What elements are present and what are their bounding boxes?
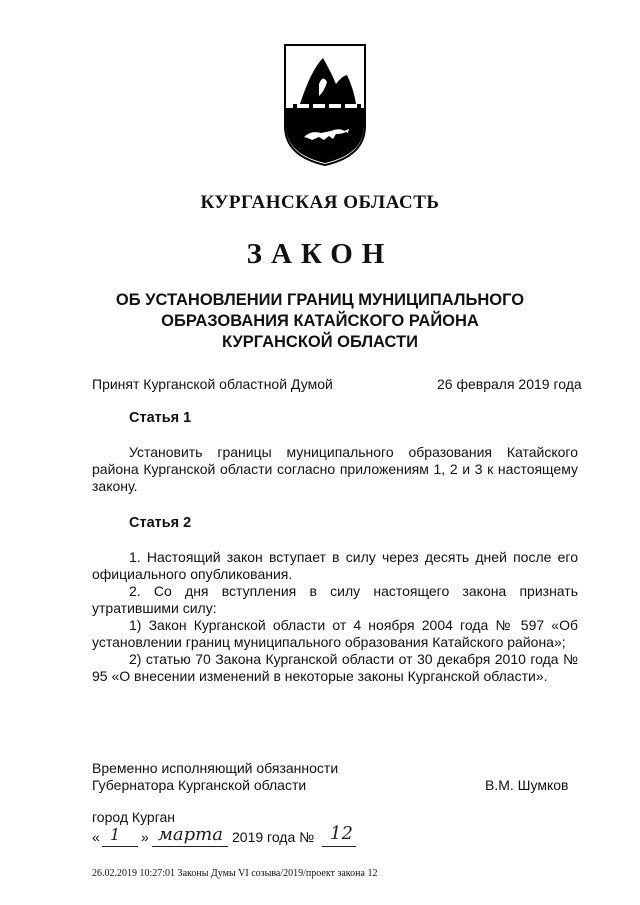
adopted-by: Принят Курганской областной Думой xyxy=(92,376,333,392)
law-title-line: КУРГАНСКОЙ ОБЛАСТИ xyxy=(222,333,418,351)
coat-of-arms-emblem xyxy=(284,44,366,166)
city-name: город Курган xyxy=(92,809,176,825)
article-2-heading: Статья 2 xyxy=(129,515,192,531)
article-2-body xyxy=(92,549,578,685)
article-2-paragraph: 2. Со дня вступления в силу настоящего закона признать утратившими силу: xyxy=(92,583,578,616)
article-1-heading: Статья 1 xyxy=(129,410,192,426)
article-1-text: Установить границы муниципального образования Катайского района Курганской области согласно приложениям 1, 2 и 3 к настоящему закону. xyxy=(92,444,578,494)
article-2-paragraph: 1. Настоящий закон вступает в силу через десять дней после его официального опубликования. xyxy=(92,549,578,582)
day-underline xyxy=(102,846,138,847)
article-2-paragraph: 1) Закон Курганской области от 4 ноября 2004 года № 597 «Об установлении границ муниципального образования Катайского района»; xyxy=(92,617,578,650)
law-title xyxy=(80,290,560,353)
month-underline xyxy=(152,846,228,847)
year-and-number-label: 2019 года № xyxy=(232,829,315,845)
open-quote: « xyxy=(92,829,100,845)
document-type: ЗАКОН xyxy=(246,238,394,270)
law-title-line: ОБ УСТАНОВЛЕНИИ ГРАНИЦ МУНИЦИПАЛЬНОГО xyxy=(115,291,525,309)
signatory-position xyxy=(92,760,338,794)
close-quote: » xyxy=(141,829,149,845)
adoption-date: 26 февраля 2019 года xyxy=(437,376,582,392)
file-path-footer: 26.02.2019 10:27:01 Законы Думы VI созыва/2019/проект закона 12 xyxy=(92,868,378,879)
handwritten-day: 1 xyxy=(110,825,121,844)
region-name: КУРГАНСКАЯ ОБЛАСТЬ xyxy=(200,192,440,213)
article-1-body xyxy=(92,444,578,495)
handwritten-month: марта xyxy=(158,824,223,845)
article-2-paragraph: 2) статью 70 Закона Курганской области от 30 декабря 2010 года № 95 «О внесении изменений в некоторые законы Курганской области». xyxy=(92,651,578,684)
signatory-position-line: Губернатора Курганской области xyxy=(92,777,307,793)
handwritten-number: 12 xyxy=(330,823,353,844)
law-title-line: ОБРАЗОВАНИЯ КАТАЙСКОГО РАЙОНА xyxy=(161,312,479,330)
signatory-name: В.М. Шумков xyxy=(485,777,569,793)
number-underline xyxy=(322,846,356,847)
signatory-position-line: Временно исполняющий обязанности xyxy=(92,760,339,776)
